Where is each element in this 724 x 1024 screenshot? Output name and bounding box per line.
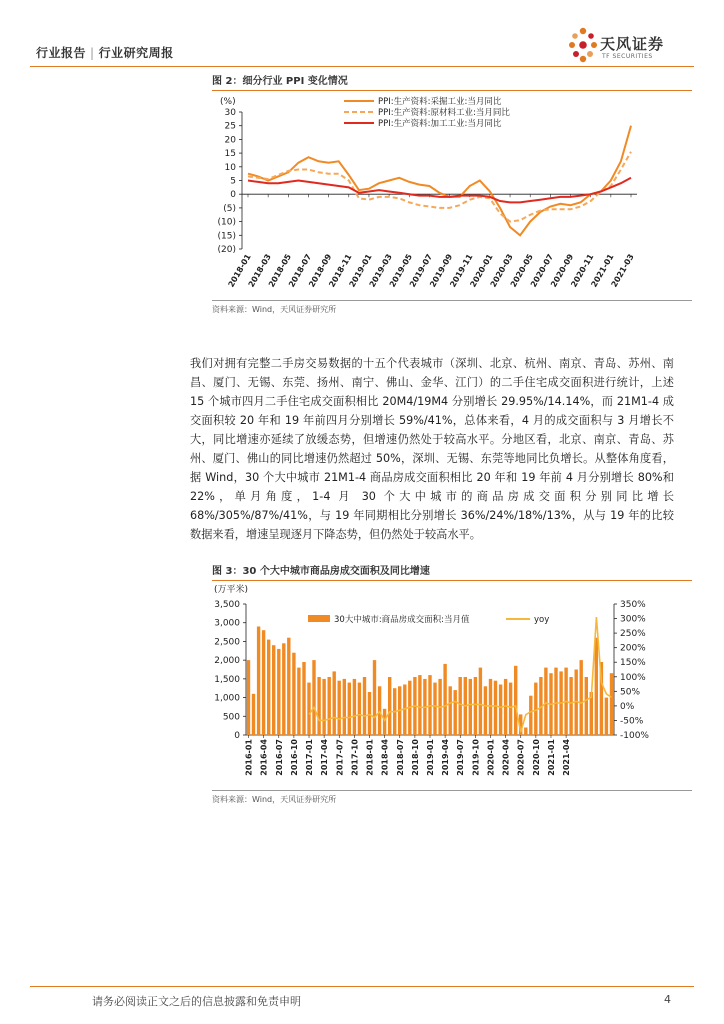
area-y-tick-label: 1,000	[214, 693, 240, 704]
area-bar	[459, 677, 462, 735]
ppi-x-tick-label: 2020-11	[569, 252, 596, 289]
ppi-y-tick-label: 20	[224, 135, 236, 146]
area-bar	[484, 686, 487, 735]
area-bar	[469, 679, 472, 735]
area-y2-tick-label: 50%	[620, 687, 641, 698]
ppi-x-tick-label: 2019-09	[428, 252, 455, 289]
area-bar	[333, 671, 336, 735]
area-bar	[443, 664, 446, 735]
area-legend-label-yoy: yoy	[534, 615, 550, 625]
page-number: 4	[664, 993, 671, 1006]
ppi-y-tick-label: (15)	[217, 231, 236, 242]
area-bar	[272, 645, 275, 735]
ppi-y-unit: (%)	[220, 97, 236, 107]
area-bar	[529, 696, 532, 735]
area-bar	[267, 640, 270, 735]
analysis-paragraph: 我们对拥有完整二手房交易数据的十五个代表城市（深圳、北京、杭州、南京、青岛、苏州、南昌、厦门、无锡、东莞、扬州、南宁、佛山、金华、江门）的二手住宅成交面积进行统计，上述 15 个城市四月二手住宅成交面积相比 20M4/19M4 分别增长 29.95%/14.14%，而 21M1-4 成交面积较 20 年和 19 年前四月分别增长 59%/41%，总体来看，4 月的成交面积与 3 月增长不大，同比增速亦延续了放缓态势，但增速仍然处于较高水平。分地区看，北京、南京、青岛、苏州、厦门、佛山的同比增速仍然超过 50%，深圳、无锡、东莞等地同比负增长。从整体角度看，据 Wind，30 个大中城市 21M1-4 商品房成交面积相比 20 年和 19 年前 4 月分别增长 80%和 22%，单月角度，1-4 月 30 个大中城市的商品房成交面积分别同比增长 68%/305%/87%/41%，与 19 年同期相比分别增长 36%/24%/18%/13%，从与 19 年的比较数据来看，增速呈现逐月下降态势，但仍然处于较高水平。	[190, 357, 674, 541]
area-bar	[388, 677, 391, 735]
area-legend-label-bars: 30大中城市:商品房成交面积:当月值	[334, 615, 470, 625]
area-bar	[428, 675, 431, 735]
report-type-label: 行业报告	[36, 46, 87, 60]
area-bar	[449, 686, 452, 735]
area-y2-tick-label: 150%	[620, 658, 646, 669]
area-y2-tick-label: -50%	[620, 716, 644, 727]
area-bar	[328, 677, 331, 735]
area-x-tick-label: 2016-04	[259, 739, 269, 776]
ppi-x-tick-label: 2020-05	[508, 252, 535, 289]
area-x-tick-label: 2016-07	[274, 739, 284, 776]
ppi-x-tick-label: 2020-03	[488, 252, 515, 289]
area-x-tick-label: 2021-04	[562, 739, 572, 776]
area-x-tick-label: 2019-04	[441, 739, 451, 776]
ppi-legend-label-3: PPI:生产资料:加工工业:当月同比	[378, 119, 502, 129]
area-bar	[282, 643, 285, 735]
area-x-tick-label: 2020-07	[516, 739, 526, 776]
ppi-x-tick-label: 2020-01	[468, 252, 495, 289]
ppi-y-tick-label: 0	[230, 190, 236, 201]
area-x-tick-label: 2019-07	[456, 739, 466, 776]
area-y2-tick-label: 200%	[620, 643, 646, 654]
area-bar	[418, 675, 421, 735]
ppi-x-tick-label: 2018-07	[287, 252, 314, 289]
area-y-tick-label: 3,000	[214, 618, 240, 629]
area-bar	[307, 683, 310, 735]
area-bar	[569, 677, 572, 735]
logo-mark-icon	[566, 26, 600, 64]
figure3-source: 资料来源：Wind，天风证券研究所	[212, 795, 337, 804]
figure2-source: 资料来源：Wind，天风证券研究所	[212, 305, 337, 314]
ppi-y-tick-label: (5)	[223, 203, 236, 214]
area-bar	[373, 660, 376, 735]
area-x-tick-label: 2017-10	[350, 739, 360, 776]
area-y2-tick-label: 300%	[620, 614, 646, 625]
area-bar	[262, 630, 265, 735]
area-bar	[554, 668, 557, 735]
ppi-x-tick-label: 2019-05	[387, 252, 414, 289]
area-legend-swatch-bars	[308, 615, 330, 622]
area-bar	[474, 677, 477, 735]
area-y2-tick-label: 0%	[620, 701, 635, 712]
ppi-x-tick-label: 2018-05	[266, 252, 294, 289]
area-x-tick-label: 2018-04	[380, 739, 390, 776]
area-bar	[544, 668, 547, 735]
area-y-tick-label: 2,500	[214, 637, 240, 648]
area-bar	[302, 662, 305, 735]
area-x-tick-label: 2018-01	[365, 739, 375, 776]
area-y-tick-label: 1,500	[214, 674, 240, 685]
ppi-y-tick-label: 15	[224, 149, 236, 160]
area-x-tick-label: 2020-01	[486, 739, 496, 776]
area-bar	[595, 638, 598, 735]
ppi-legend-label-2: PPI:生产资料:原材料工业:当月同比	[378, 108, 510, 118]
figure3-bottom-rule	[212, 790, 692, 791]
ppi-y-tick-label: (20)	[217, 245, 236, 255]
area-y-unit: (万平米)	[214, 585, 249, 595]
area-bar	[343, 679, 346, 735]
area-y-tick-label: 500	[222, 712, 240, 723]
tf-securities-logo	[566, 26, 706, 66]
area-bar	[489, 679, 492, 735]
disclaimer-text: 请务必阅读正文之后的信息披露和免责申明	[92, 995, 301, 1008]
area-y-tick-label: 0	[234, 731, 240, 741]
area-y2-tick-label: 100%	[620, 672, 646, 683]
ppi-x-tick-label: 2018-09	[307, 252, 334, 289]
area-bar	[605, 698, 608, 735]
ppi-y-tick-label: (10)	[217, 217, 236, 228]
ppi-series-line-2	[248, 152, 631, 222]
area-bar	[454, 690, 457, 735]
area-bar	[509, 683, 512, 735]
logo-text-cn: 天风证券	[600, 35, 665, 53]
area-bar	[297, 668, 300, 735]
area-y2-tick-label: -100%	[620, 731, 649, 741]
area-bar	[353, 679, 356, 735]
ppi-y-tick-label: 5	[230, 176, 236, 187]
area-bar	[348, 683, 351, 735]
area-bar	[610, 673, 613, 735]
report-category	[36, 44, 174, 61]
area-x-tick-label: 2019-10	[471, 739, 481, 776]
area-bar	[247, 660, 250, 735]
area-bar	[524, 728, 527, 736]
logo-text-en: TF SECURITIES	[602, 53, 653, 60]
ppi-y-tick-label: 10	[224, 162, 236, 173]
area-bar	[338, 681, 341, 735]
figure3-title: 图 3：30 个大中城市商品房成交面积及同比增速	[212, 562, 692, 581]
header-separator: |	[90, 46, 95, 60]
area-bar	[479, 668, 482, 735]
area-y2-tick-label: 350%	[620, 600, 646, 610]
ppi-x-tick-label: 2019-07	[407, 252, 435, 289]
area-x-tick-label: 2019-01	[426, 739, 435, 776]
footer-divider	[30, 986, 694, 987]
area-x-tick-label: 2016-01	[244, 739, 254, 776]
transaction-area-chart	[212, 582, 692, 792]
area-x-tick-label: 2017-07	[335, 739, 345, 776]
ppi-chart	[212, 92, 692, 302]
area-bar	[317, 677, 320, 735]
area-bar	[499, 685, 502, 736]
area-x-tick-label: 2018-07	[395, 739, 405, 776]
ppi-legend-label-1: PPI:生产资料:采掘工业:当月同比	[378, 97, 502, 107]
ppi-x-tick-label: 2020-09	[549, 252, 576, 289]
ppi-series-line-3	[248, 178, 631, 203]
area-bar	[368, 692, 371, 735]
ppi-x-tick-label: 2021-01	[589, 252, 616, 289]
report-subtype-label: 行业研究周报	[98, 46, 174, 60]
ppi-x-tick-label: 2018-01	[226, 252, 253, 289]
area-bar	[312, 660, 315, 735]
area-bar	[363, 677, 366, 735]
area-bar	[358, 683, 361, 735]
area-bar	[494, 681, 497, 735]
figure2-title: 图 2：细分行业 PPI 变化情况	[212, 72, 692, 91]
ppi-x-tick-label: 2021-03	[609, 252, 636, 289]
area-bar	[585, 677, 588, 735]
area-x-tick-label: 2021-01	[546, 739, 556, 776]
figure2-bottom-rule	[212, 300, 692, 301]
area-bar	[433, 683, 436, 735]
ppi-x-tick-label: 2019-03	[367, 252, 394, 289]
area-bar	[580, 660, 583, 735]
area-x-tick-label: 2016-10	[289, 739, 299, 776]
ppi-x-tick-label: 2018-03	[246, 252, 273, 289]
area-bar	[277, 649, 280, 735]
area-y2-tick-label: 250%	[620, 629, 646, 640]
area-bar	[287, 638, 290, 735]
area-x-tick-label: 2017-04	[320, 739, 330, 776]
area-bar	[257, 627, 260, 736]
area-x-tick-label: 2018-10	[410, 739, 420, 776]
area-y-tick-label: 2,000	[214, 656, 240, 667]
ppi-x-tick-label: 2020-07	[528, 252, 556, 289]
area-x-tick-label: 2020-04	[501, 739, 511, 776]
ppi-x-tick-label: 2019-11	[448, 252, 475, 289]
area-bar	[322, 679, 325, 735]
ppi-x-tick-label: 2018-11	[327, 252, 354, 289]
area-bar	[292, 653, 295, 735]
ppi-x-tick-label: 2019-01	[347, 252, 374, 289]
header-divider	[30, 66, 694, 67]
area-x-tick-label: 2017-01	[305, 739, 315, 776]
area-x-tick-label: 2020-10	[531, 739, 541, 776]
area-y-tick-label: 3,500	[214, 600, 240, 610]
area-bar	[252, 694, 255, 735]
area-bar	[514, 666, 517, 735]
ppi-y-tick-label: 30	[224, 108, 236, 118]
ppi-y-tick-label: 25	[224, 121, 236, 132]
